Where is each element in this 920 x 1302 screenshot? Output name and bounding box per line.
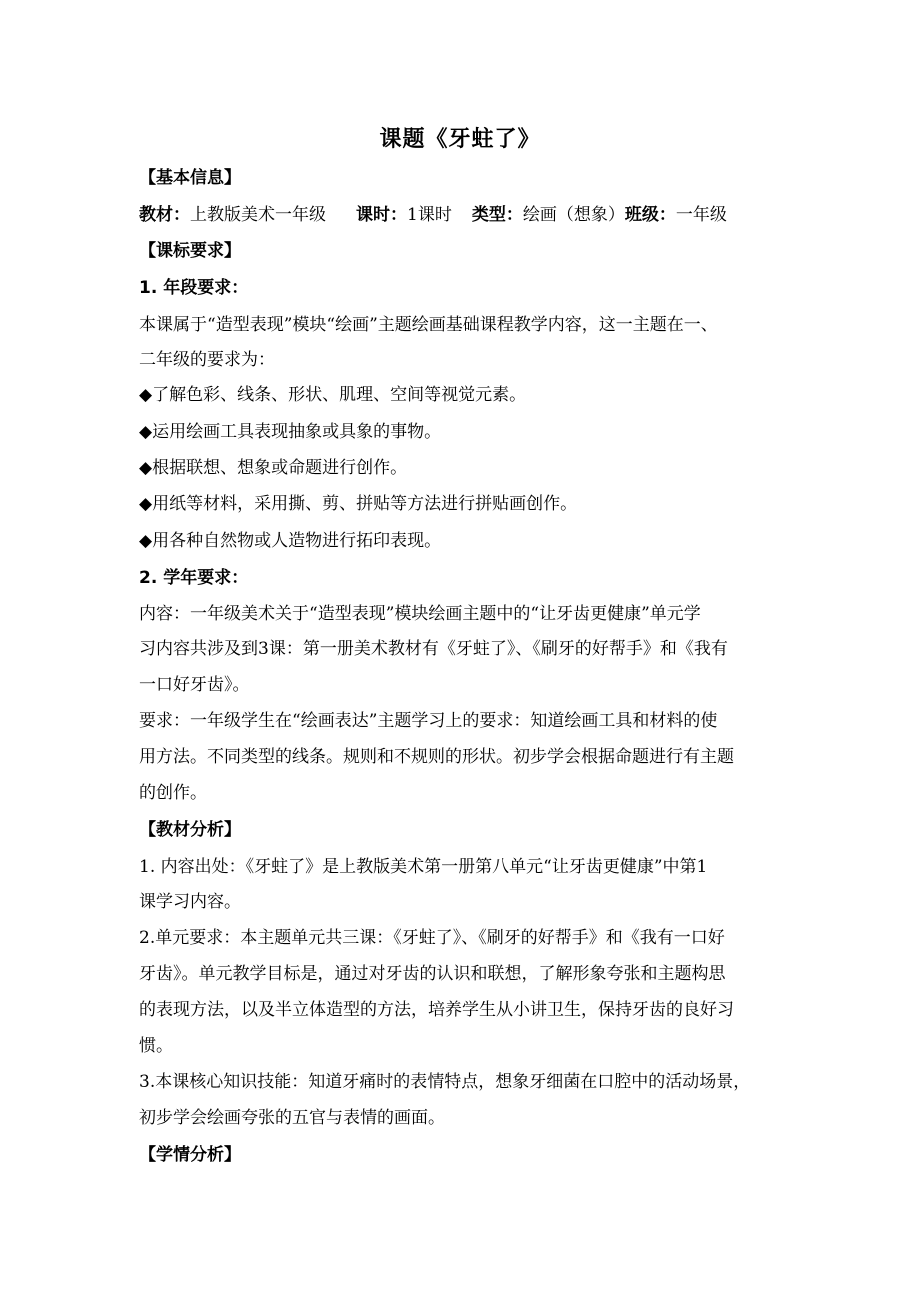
hours-value: 1课时 (407, 205, 452, 225)
section-heading-analysis: 【教材分析】 (139, 820, 241, 840)
paragraph-line: 要求：一年级学生在“绘画表达”主题学习上的要求：知道绘画工具和材料的使 (139, 711, 718, 731)
paragraph-line: 一口好牙齿》。 (139, 675, 250, 695)
paragraph-line: 牙齿》。单元教学目标是，通过对牙齿的认识和联想，了解形象夸张和主题构思 (139, 964, 726, 984)
section-heading-basic-info: 【基本信息】 (139, 168, 241, 188)
textbook-value: 上教版美术一年级 (190, 205, 326, 225)
paragraph-line: 的创作。 (139, 783, 207, 803)
bullet-item: ◆运用绘画工具表现抽象或具象的事物。 (139, 422, 442, 442)
paragraph-line: 惯。 (139, 1036, 173, 1056)
paragraph-line: 本课属于“造型表现”模块“绘画”主题绘画基础课程教学内容，这一主题在一、 (139, 315, 718, 335)
section-heading-learner: 【学情分析】 (139, 1145, 241, 1165)
paragraph-line: 3.本课核心知识技能：知道牙痛时的表情特点，想象牙细菌在口腔中的活动场景， (139, 1072, 751, 1092)
paragraph-line: 二年级的要求为： (139, 350, 275, 370)
section-heading-standards: 【课标要求】 (139, 241, 241, 261)
type-label: 类型： (471, 205, 523, 225)
hours-label: 课时： (356, 205, 407, 225)
subheading-year: 2. 学年要求： (139, 568, 249, 588)
paragraph-line: 习内容共涉及到3课：第一册美术教材有《牙蛀了》、《刷牙的好帮手》和《我有 (139, 639, 728, 659)
paragraph-line: 用方法。不同类型的线条。规则和不规则的形状。初步学会根据命题进行有主题 (139, 747, 734, 767)
paragraph-line: 的表现方法，以及半立体造型的方法，培养学生从小讲卫生，保持牙齿的良好习 (139, 1000, 734, 1020)
paragraph-line: 课学习内容。 (139, 892, 241, 912)
class-value: 一年级 (675, 205, 727, 225)
bullet-item: ◆用纸等材料，采用撕、剪、拼贴等方法进行拼贴画创作。 (139, 494, 578, 514)
subheading-stage: 1. 年段要求： (139, 278, 249, 298)
page-title: 课题《牙蛀了》 (379, 127, 541, 152)
class-label: 班级： (624, 205, 676, 225)
paragraph-line: 1. 内容出处：《牙蛀了》是上教版美术第一册第八单元“让牙齿更健康”中第1 (139, 857, 708, 877)
bullet-item: ◆了解色彩、线条、形状、肌理、空间等视觉元素。 (139, 385, 527, 405)
textbook-label: 教材： (139, 205, 190, 225)
paragraph-line: 2.单元要求：本主题单元共三课：《牙蛀了》、《刷牙的好帮手》和《我有一口好 (139, 928, 725, 948)
type-value: 绘画（想象） (522, 205, 625, 225)
paragraph-line: 内容：一年级美术关于“造型表现”模块绘画主题中的“让牙齿更健康”单元学 (139, 604, 701, 624)
bullet-item: ◆根据联想、想象或命题进行创作。 (139, 458, 408, 478)
basic-info-row (139, 203, 727, 227)
paragraph-line: 初步学会绘画夸张的五官与表情的画面。 (139, 1108, 445, 1128)
bullet-item: ◆用各种自然物或人造物进行拓印表现。 (139, 531, 442, 551)
